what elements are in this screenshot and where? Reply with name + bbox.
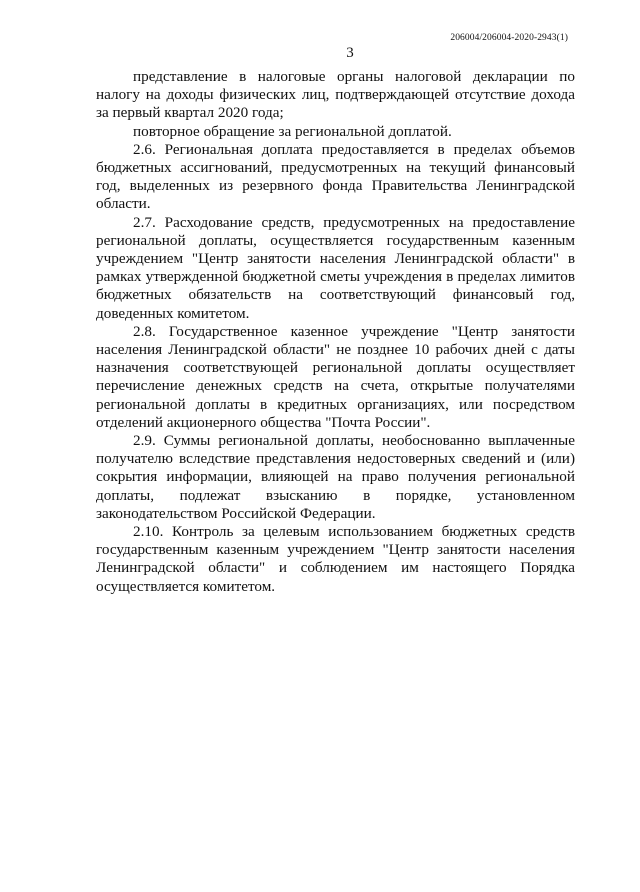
paragraph-repeat-application: повторное обращение за региональной доплатой. bbox=[133, 122, 452, 140]
document-body bbox=[96, 68, 575, 596]
paragraph-tax-declaration: представление в налоговые органы налоговой декларации по налогу на доходы физических лиц, подтверждающей отсутствие дохода за первый квартал 2020 года; bbox=[96, 68, 575, 122]
paragraph-2-6: 2.6. Региональная доплата предоставляется в пределах объемов бюджетных ассигнований, предусмотренных на текущий финансовый год, выделенных из резервного фонда Правительства Ленинградской области. bbox=[96, 140, 575, 213]
document-id: 206004/206004-2020-2943(1) bbox=[450, 33, 568, 43]
paragraph-2-9: 2.9. Суммы региональной доплаты, необоснованно выплаченные получателю вследствие представления недостоверных сведений и (или) сокрытия информации, влияющей на право получения региональной доплаты, подлежат взысканию в порядке, установленном законодательством Российской Федерации. bbox=[96, 432, 575, 522]
paragraph-2-7: 2.7. Расходование средств, предусмотренных на предоставление региональной доплаты, осуществляется государственным казенным учреждением "Центр занятости населения Ленинградской области" в рамках утвержденной бюджетной сметы учреждения в пределах лимитов бюджетных обязательств на соответствующий финансовый год, доведенных комитетом. bbox=[96, 213, 575, 322]
page-number: 3 bbox=[346, 45, 354, 61]
paragraph-2-10: 2.10. Контроль за целевым использованием бюджетных средств государственным казенным учреждением "Центр занятости населения Ленинградской области" и соблюдением им настоящего Порядка осуществляется комитетом. bbox=[96, 523, 575, 595]
paragraph-2-8: 2.8. Государственное казенное учреждение "Центр занятости населения Ленинградской области" не позднее 10 рабочих дней с даты назначения соответствующей региональной доплаты осуществляет перечисление денежных средств на счета, открытые получателями региональной доплаты в кредитных организациях, или посредством отделений акционерного общества "Почта России". bbox=[96, 322, 575, 431]
